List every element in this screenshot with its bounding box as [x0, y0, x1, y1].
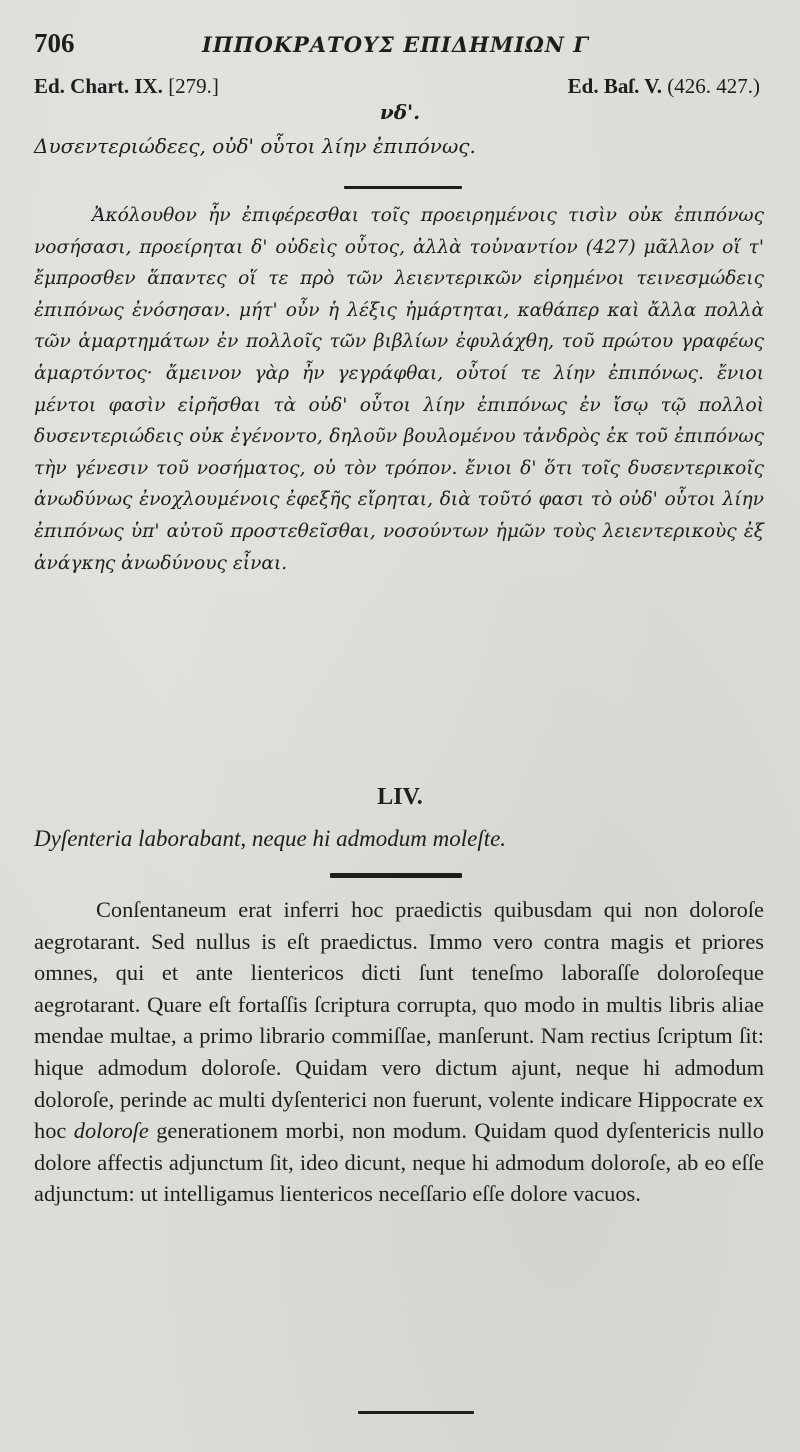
latin-commentary-paragraph [34, 894, 764, 1210]
latin-section-heading: Dyſenteria laborabant, neque hi admodum moleſte. [34, 826, 507, 851]
edition-chart-label: Ed. Chart. IX. [34, 74, 163, 98]
running-title: ΙΠΠΟΚΡΑΤΟΥΣ ΕΠΙΔΗΜΙΩΝ Γ [202, 32, 590, 57]
edition-basel-label: Ed. Baſ. V. [567, 74, 662, 98]
greek-section-number: νδ'. [379, 100, 421, 124]
latin-body-italic-term: doloroſe [73, 1118, 149, 1144]
latin-body-text: Conſentaneum erat inferri hoc praedictis quibusdam qui non doloroſe aegrotarant. Sed nullus is eſt praedictus. Immo vero contra magis et priores omnes, qui et ante lientericos dicti ſunt teneſmo laboraſſe doloroſeque aegrotarant. Quare eſt fortaſſis ſcriptura corrupta, quo modo in multis libris aliae mendae multae, a primo librario commiſſae, manſerunt. Nam rectius ſcriptum ſit: hique admodum doloroſe. Quidam vero dictum ajunt, neque hi admodum doloroſe, perinde ac multi dyſenterici non fuerunt, volente indicare Hippocrate ex hoc [34, 897, 764, 1144]
edition-chart-reference [34, 74, 219, 99]
latin-section-number: LIV. [377, 784, 423, 810]
section-divider-rule [344, 186, 462, 189]
edition-basel-reference [568, 74, 760, 99]
edition-basel-pages: (426. 427.) [667, 74, 760, 98]
end-divider-rule [358, 1411, 474, 1414]
edition-references [34, 74, 760, 102]
greek-section-heading: Δυσεντεριώδεες, οὐδ' οὗτοι λίην ἐπιπόνως. [34, 134, 476, 158]
greek-commentary-paragraph: Ἀκόλουθον ἦν ἐπιφέρεσθαι τοῖς προειρημένοις τισὶν οὐκ ἐπιπόνως νοσήσασι, προείρηται δ' οὐδεὶς οὗτος, ἀλλὰ τοὐναντίον (427) μᾶλλον οἵ τ' ἔμπροσθεν ἅπαντες οἵ τε πρὸ τῶν λειεντερικῶν εἰρημένοι τεινεσμώδεις ἐπιπόνως ἐνόσησαν. μήτ' οὖν ἡ λέξις ἡμάρτηται, καθάπερ καὶ ἄλλα πολλὰ τῶν ἁμαρτημάτων ἐν πολλοῖς τῶν βιβλίων ἐφυλάχθη, τοῦ πρώτου γραφέως ἁμαρτόντος· ἄμεινον γὰρ ἦν γεγράφθαι, οὗτοί τε λίην ἐπιπόνως. ἔνιοι μέντοι φασὶν εἰρῆσθαι τὰ οὐδ' οὗτοι λίην ἐπιπόνως ἐν ἴσῳ τῷ πολλοὶ δυσεντεριώδεις οὐκ ἐγένοντο, δηλοῦν βουλομένου τἀνδρὸς ἐκ τοῦ ἐπιπόνως τὴν γένεσιν τοῦ νοσήματος, οὐ τὸν τρόπον. ἔνιοι δ' ὅτι τοῖς δυσεντερικοῖς ἀνωδύνως ἐνοχλουμένοις ἐφεξῆς εἴρηται, διὰ τοῦτό φασι τὸ οὐδ' οὗτοι λίην ἐπιπόνως ὑπ' αὐτοῦ προστεθεῖσθαι, νοσούντων ἡμῶν τοὺς λειεντερικοὺς ἐξ ἀνάγκης ἀνωδύνους εἶναι. [34, 205, 764, 574]
edition-chart-page: [279.] [168, 74, 219, 98]
page-header [34, 28, 760, 62]
section-divider-rule [330, 873, 462, 878]
latin-body-text-continued: generationem morbi, non modum. Quidam quod dyſentericis nullo dolore affectis adjunctum ſit, ideo dicunt, neque hi admodum doloroſe, ab eo eſſe adjunctum: ut intelligamus lientericos neceſſario eſſe dolore vacuos. [34, 1118, 764, 1207]
page-number: 706 [34, 28, 75, 58]
